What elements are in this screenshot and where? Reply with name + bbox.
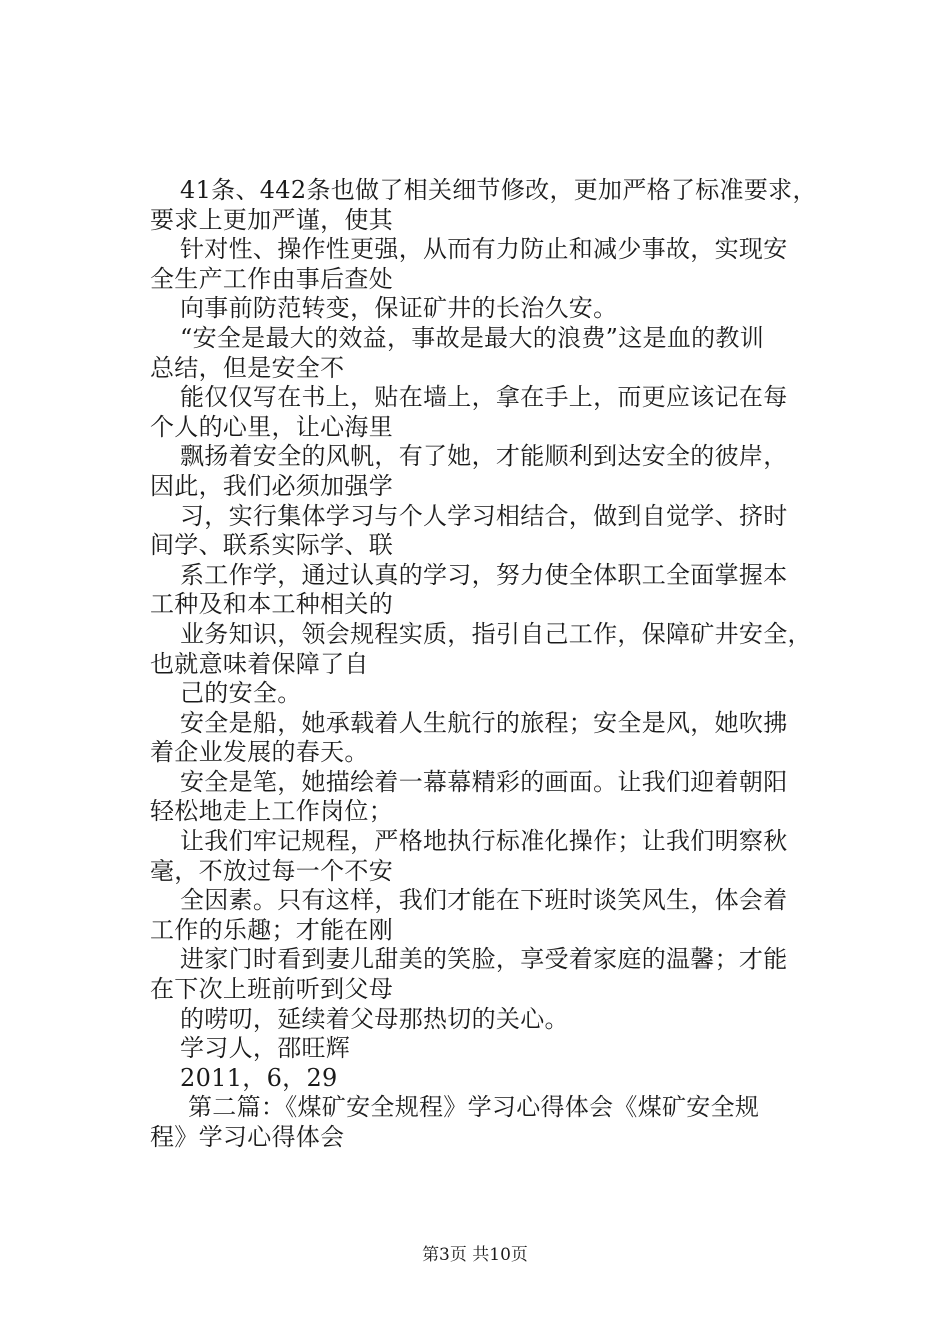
text-line: 向事前防范转变，保证矿井的长治久安。 (180, 294, 618, 323)
section-heading-continued: 程》学习心得体会 (150, 1123, 345, 1151)
text-line: 要求上更加严谨，使其 (150, 205, 393, 234)
text-line: 因此，我们必须加强学 (150, 471, 393, 500)
signature-name: 学习人，邵旺辉 (180, 1034, 351, 1063)
section-heading: 第二篇：《煤矿安全规程》学习心得体会《煤矿安全规 (188, 1093, 760, 1122)
text-line: 着企业发展的春天。 (150, 738, 369, 767)
text-line: 也就意味着保障了自 (150, 649, 369, 678)
text-line: 全因素。只有这样，我们才能在下班时谈笑风生，体会着 (180, 886, 788, 915)
text-line: 系工作学，通过认真的学习，努力使全体职工全面掌握本 (180, 560, 788, 589)
text-line: 间学、联系实际学、联 (150, 531, 393, 560)
signature-date: 2011，6，29 (180, 1063, 338, 1092)
text-line: 安全是笔，她描绘着一幕幕精彩的画面。让我们迎着朝阳 (180, 767, 788, 796)
text-line: 针对性、操作性更强，从而有力防止和减少事故，实现安 (180, 235, 788, 264)
text-line: 工作的乐趣；才能在刚 (150, 915, 393, 944)
text-line: 能仅仅写在书上，贴在墙上，拿在手上，而更应该记在每 (180, 383, 788, 412)
text-line: 让我们牢记规程，严格地执行标准化操作；让我们明察秋 (180, 827, 788, 856)
text-line: 习，实行集体学习与个人学习相结合，做到自觉学、挤时 (180, 501, 788, 530)
text-line: 的唠叨，延续着父母那热切的关心。 (180, 1004, 569, 1033)
text-line: 轻松地走上工作岗位； (150, 797, 393, 826)
text-line: 毫，不放过每一个不安 (150, 856, 393, 885)
text-line: 业务知识，领会规程实质，指引自己工作，保障矿井安全， (180, 619, 812, 648)
text-line: 个人的心里，让心海里 (150, 412, 393, 441)
document-body (150, 176, 840, 1153)
text-line: 己的安全。 (180, 679, 302, 708)
page-number-footer: 第3页 共10页 (422, 1245, 528, 1265)
text-line: “安全是最大的效益，事故是最大的浪费”这是血的教训 (180, 323, 765, 352)
text-line: 41条、442条也做了相关细节修改，更加严格了标准要求， (180, 176, 817, 204)
text-line: 工种及和本工种相关的 (150, 590, 393, 619)
text-line: 总结，但是安全不 (150, 353, 345, 382)
text-line: 进家门时看到妻儿甜美的笑脸，享受着家庭的温馨；才能 (180, 945, 788, 974)
text-line: 安全是船，她承载着人生航行的旅程；安全是风，她吹拂 (180, 708, 788, 737)
text-line: 全生产工作由事后查处 (150, 264, 393, 293)
text-line: 在下次上班前听到父母 (150, 975, 393, 1004)
text-line: 飘扬着安全的风帆，有了她，才能顺利到达安全的彼岸， (180, 442, 788, 471)
